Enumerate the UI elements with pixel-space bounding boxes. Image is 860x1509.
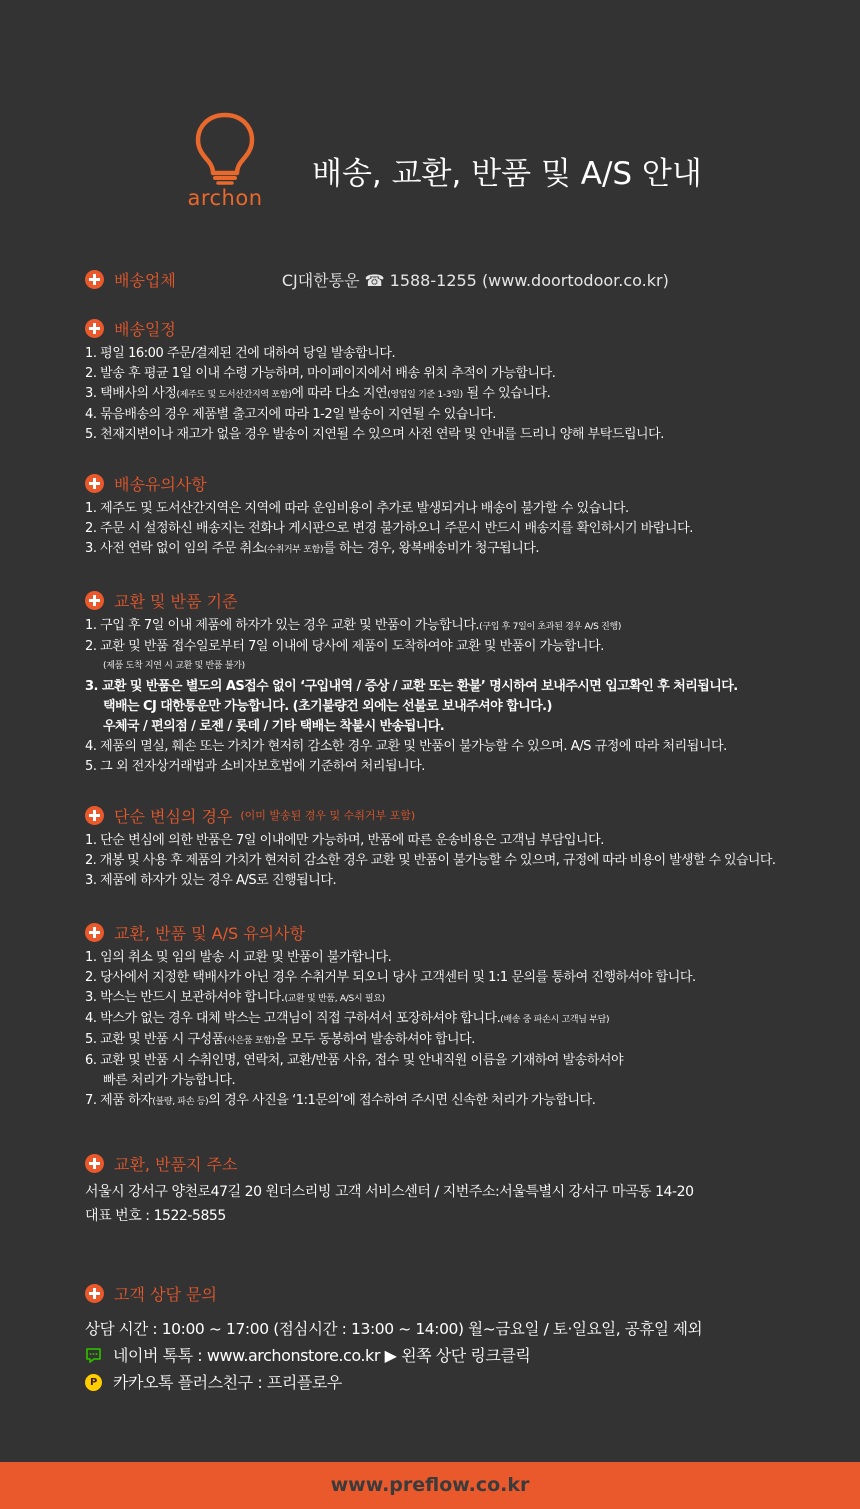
page-title: 배송, 교환, 반품 및 A/S 안내 [312,156,702,192]
kakao-plus-friend[interactable]: 카카오톡 플러스친구 : 프리플로우 [113,1373,342,1392]
representative-phone: 대표 번호 : 1522-5855 [85,1208,226,1224]
kakao-plus-icon: P [85,1374,102,1391]
list-item: 3. 제품에 하자가 있는 경우 A/S로 진행됩니다. [85,873,337,888]
footer [0,1462,860,1509]
change-of-mind-section [85,802,855,891]
carrier-section [85,266,855,292]
brand-logo [180,112,270,212]
list-item: 2. 개봉 및 사용 후 제품의 가치가 현저히 감소한 경우 교환 및 반품이 불가능할 수 있으며, 규정에 따라 비용이 발생할 수 있습니다. [85,853,776,868]
section-title: 배송일정 [114,319,176,339]
list-item: 1. 평일 16:00 주문/결제된 건에 대하여 당일 발송합니다. [85,346,396,361]
list-item: 4. 제품의 멸실, 훼손 또는 가치가 현저히 감소한 경우 교환 및 반품이 불가능할 수 있으며. A/S 규정에 따라 처리됩니다. [85,739,727,754]
list-item-emphasis: 3. 교환 및 반품은 별도의 AS접수 없이 ‘구입내역 / 증상 / 교환 또는 환불’ 명시하여 보내주시면 입고확인 후 처리됩니다. [85,679,738,694]
list-item: 4. 박스가 없는 경우 대체 박스는 고객님이 직접 구하셔서 포장하셔야 합니다.(배송 중 파손시 고객님 부담) [85,1011,610,1026]
plus-circle-icon [85,1284,104,1303]
list-item: 3. 사전 연락 없이 임의 주문 취소(수취거부 포함)를 하는 경우, 왕복배송비가 청구됩니다. [85,541,540,556]
list-item: 2. 교환 및 반품 접수일로부터 7일 이내에 당사에 제품이 도착하여야 교환 및 반품이 가능합니다. [85,639,604,654]
section-title: 교환, 반품 및 A/S 유의사항 [114,923,306,943]
plus-circle-icon [85,474,104,493]
logo-wordmark: archon [187,186,263,210]
footer-url[interactable]: www.preflow.co.kr [330,1474,530,1496]
section-title: 단순 변심의 경우 [114,806,233,826]
carrier-info: CJ대한통운 ☎ 1588-1255 (www.doortodoor.co.kr) [281,270,669,290]
list-item: 3. 박스는 반드시 보관하셔야 합니다.(교환 및 반품, A/S시 필요) [85,990,385,1005]
kakao-row [85,1369,855,1396]
list-item: 4. 묶음배송의 경우 제품별 출고지에 따라 1-2일 발송이 지연될 수 있습니다. [85,407,496,422]
list-item: 5. 교환 및 반품 시 구성품(사은품 포함)을 모두 동봉하여 발송하셔야 합니다. [85,1032,475,1047]
section-title: 교환, 반품지 주소 [114,1154,238,1174]
list-item-note: (제품 도착 지연 시 교환 및 반품 불가) [103,661,245,671]
list-item-emphasis: 우체국 / 편의점 / 로젠 / 롯데 / 기타 택배는 착불시 반송됩니다. [103,719,445,734]
list-item: 1. 단순 변심에 의한 반품은 7일 이내에만 가능하며, 반품에 따른 운송비용은 고객님 부담입니다. [85,833,604,848]
customer-support-section [85,1280,855,1396]
as-notice-section [85,919,855,1112]
plus-circle-icon [85,270,104,289]
delivery-caution-section [85,470,855,560]
list-item: 6. 교환 및 반품 시 수취인명, 연락처, 교환/반품 사유, 접수 및 안내직원 이름을 기재하여 발송하셔야 [85,1053,624,1068]
list-item: 5. 그 외 전자상거래법과 소비자보호법에 기준하여 처리됩니다. [85,759,425,774]
return-address: 서울시 강서구 양천로47길 20 원더스리빙 고객 서비스센터 / 지번주소:서울특별시 강서구 마곡동 14-20 [85,1184,694,1200]
section-title: 배송유의사항 [114,474,207,494]
section-subtitle: (이미 발송된 경우 및 수취거부 포함) [240,809,416,822]
plus-circle-icon [85,591,104,610]
naver-talk-row [85,1342,855,1369]
list-item: 2. 주문 시 설정하신 배송지는 전화나 게시판으로 변경 불가하오니 주문시 반드시 배송지를 확인하시기 바랍니다. [85,521,693,536]
list-item: 1. 구입 후 7일 이내 제품에 하자가 있는 경우 교환 및 반품이 가능합니다.(구입 후 7일이 초과된 경우 A/S 진행) [85,618,622,633]
plus-circle-icon [85,923,104,942]
list-item: 3. 택배사의 사정(제주도 및 도서산간지역 포함)에 따라 다소 지연(영업일 기준 1-3일) 될 수 있습니다. [85,386,551,401]
section-title: 고객 상담 문의 [114,1284,217,1304]
plus-circle-icon [85,1154,104,1173]
lightbulb-icon [192,112,258,186]
list-item: 5. 천재지변이나 재고가 없을 경우 발송이 지연될 수 있으며 사전 연락 및 안내를 드리니 양해 부탁드립니다. [85,427,664,442]
plus-circle-icon [85,806,104,825]
list-item-emphasis: 택배는 CJ 대한통운만 가능합니다. (초기불량건 외에는 선불로 보내주셔야 합니다.) [103,699,552,714]
list-item: 1. 제주도 및 도서산간지역은 지역에 따라 운임비용이 추가로 발생되거나 배송이 불가할 수 있습니다. [85,501,629,516]
list-item: 2. 당사에서 지정한 택배사가 아닌 경우 수취거부 되오니 당사 고객센터 및 1:1 문의를 통하여 진행하셔야 합니다. [85,970,696,985]
list-item: 1. 임의 취소 및 임의 발송 시 교환 및 반품이 불가합니다. [85,950,392,965]
schedule-section [85,315,855,445]
header [0,0,860,230]
list-item: 7. 제품 하자(불량, 파손 등)의 경우 사진을 ‘1:1문의’에 접수하여 주시면 신속한 처리가 가능합니다. [85,1093,596,1108]
exchange-policy-section [85,587,855,777]
list-item: 2. 발송 후 평균 1일 이내 수령 가능하며, 마이페이지에서 배송 위치 추적이 가능합니다. [85,366,556,381]
plus-circle-icon [85,319,104,338]
return-address-section [85,1150,855,1228]
naver-talk-link[interactable]: 네이버 톡톡 : www.archonstore.co.kr ▶ 왼쪽 상단 링크클릭 [113,1346,531,1365]
section-title: 교환 및 반품 기준 [114,591,238,611]
list-item: 빠른 처리가 가능합니다. [103,1073,236,1088]
section-title: 배송업체 [114,270,176,290]
chat-bubble-icon [85,1347,102,1364]
support-hours: 상담 시간 : 10:00 ~ 17:00 (점심시간 : 13:00 ~ 14:00) 월~금요일 / 토·일요일, 공휴일 제외 [85,1320,703,1338]
